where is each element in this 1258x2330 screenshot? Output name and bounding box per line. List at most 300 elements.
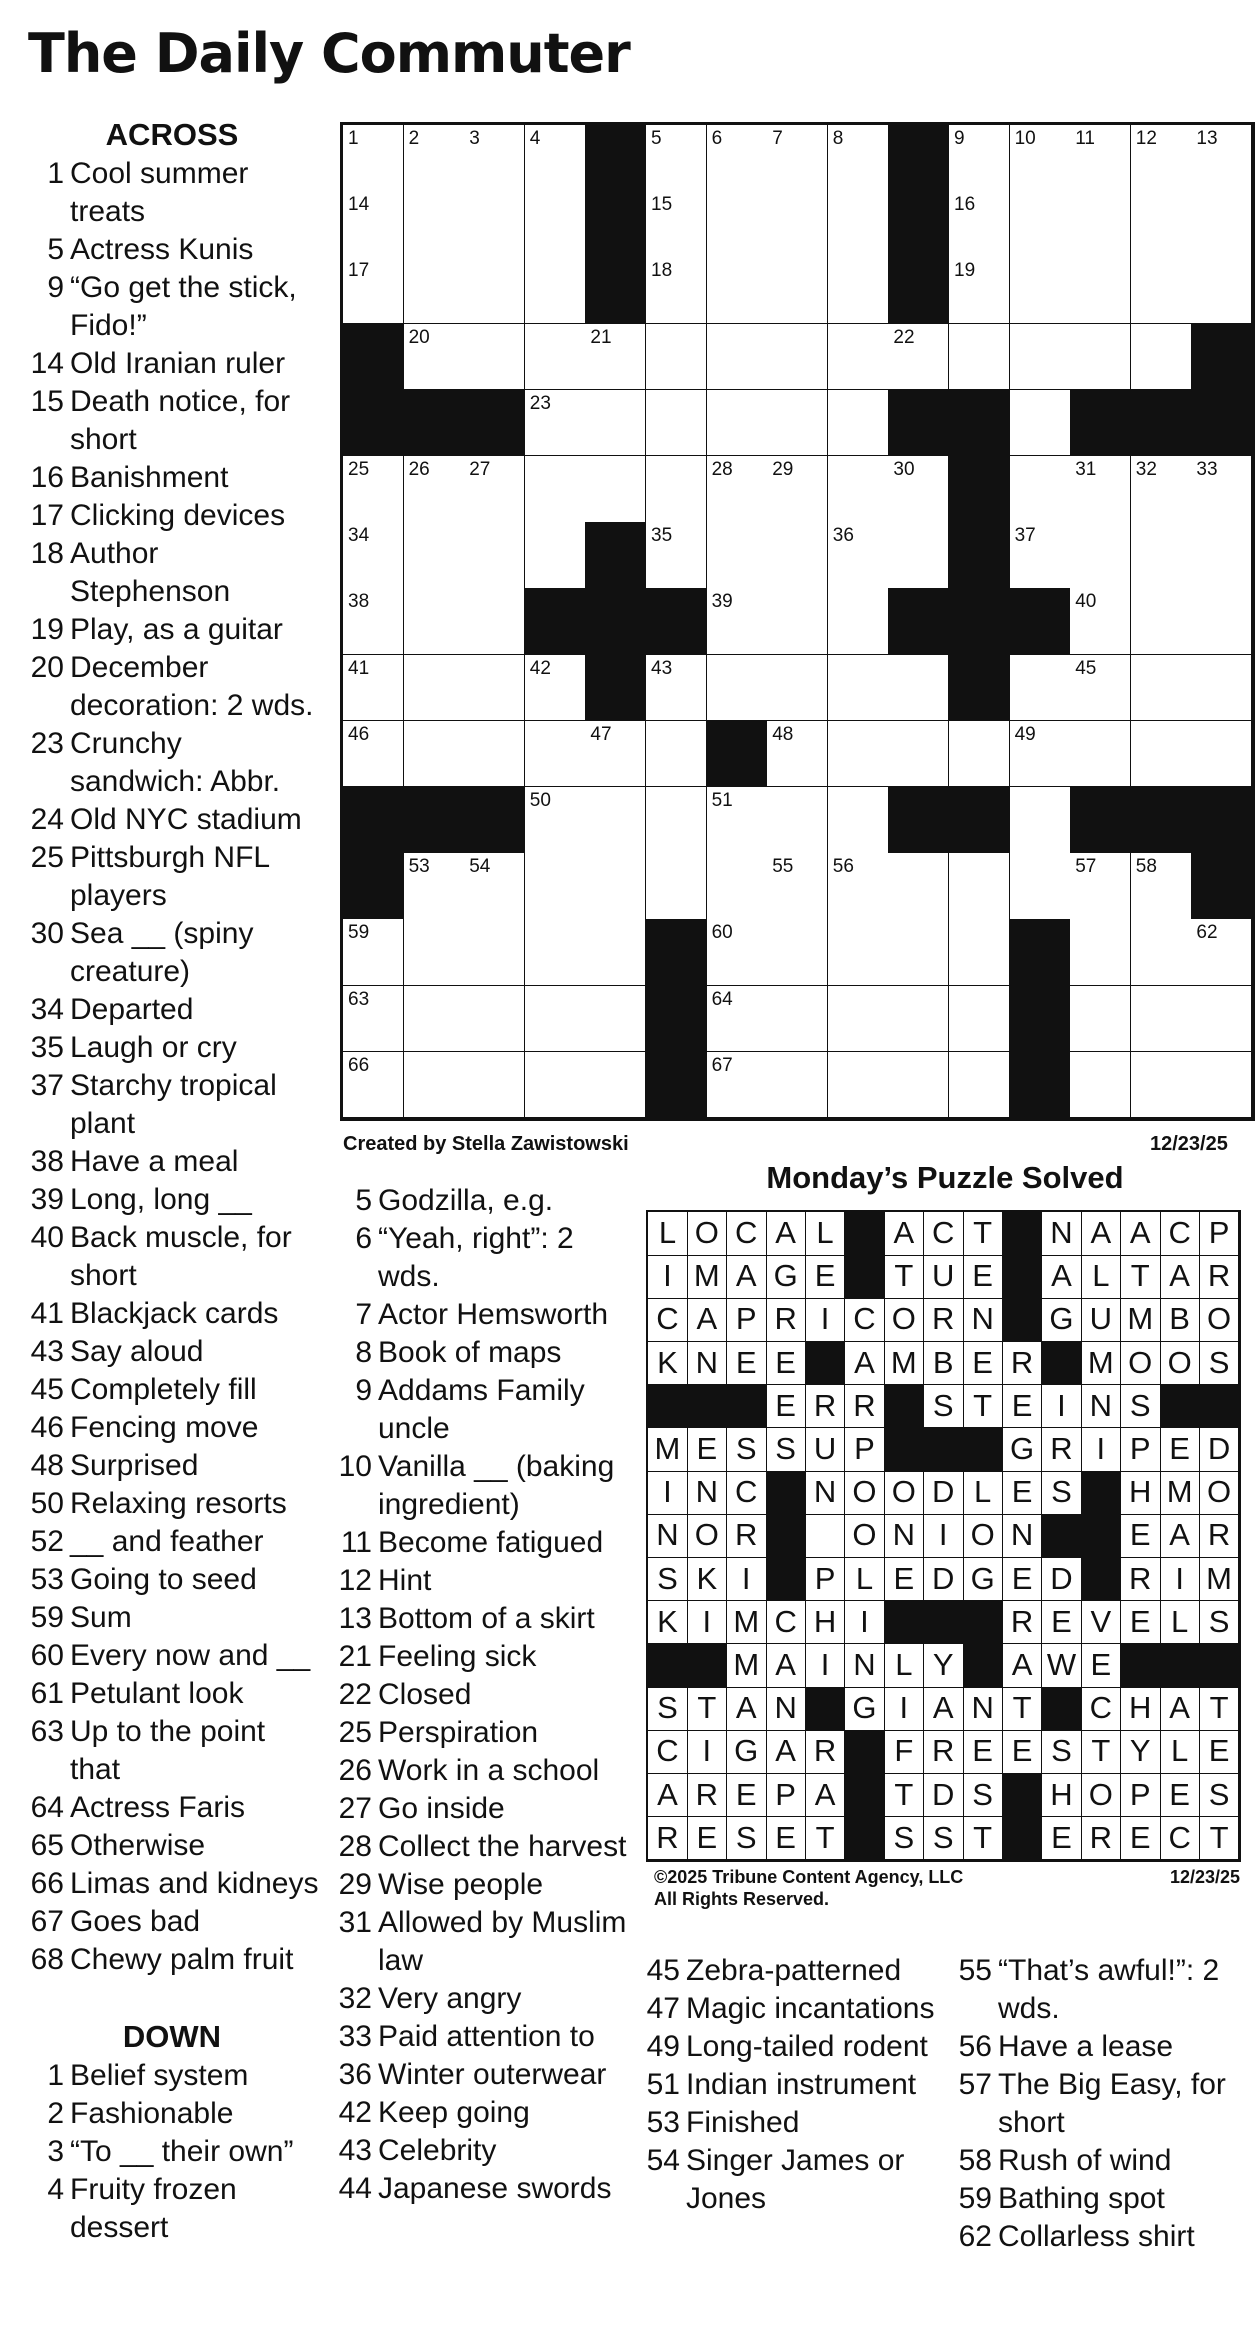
grid-cell[interactable] [888, 919, 949, 986]
solution-cell: R [806, 1385, 846, 1429]
clue-item [22, 535, 322, 611]
solution-cell: A [845, 1342, 885, 1386]
grid-cell[interactable] [949, 853, 1010, 920]
grid-cell[interactable] [707, 324, 768, 391]
clue-text: Collect the harvest [378, 1830, 627, 1863]
solution-black-square [648, 1644, 688, 1688]
clue-number: 21 [338, 1640, 372, 1673]
grid-cell[interactable] [343, 456, 404, 523]
grid-cell[interactable] [1131, 721, 1192, 788]
grid-cell[interactable] [464, 456, 525, 523]
grid-cell[interactable] [767, 787, 828, 854]
grid-cell[interactable] [525, 1052, 586, 1119]
grid-cell[interactable] [707, 787, 768, 854]
grid-cell[interactable] [404, 191, 465, 258]
grid-cell[interactable] [949, 191, 1010, 258]
clue-text: Death notice, for short [70, 385, 291, 456]
grid-cell[interactable] [888, 1052, 949, 1119]
grid-cell[interactable] [1191, 456, 1252, 523]
solution-cell: T [1003, 1687, 1043, 1731]
grid-cell[interactable] [767, 125, 828, 192]
clue-item [22, 1485, 322, 1523]
grid-cell[interactable] [1191, 655, 1252, 722]
grid-cell[interactable] [343, 721, 404, 788]
grid-cell[interactable] [464, 919, 525, 986]
clue-number: 62 [958, 2220, 992, 2253]
solution-cell: R [1003, 1342, 1043, 1386]
grid-cell[interactable] [404, 721, 465, 788]
solution-cell: N [1003, 1514, 1043, 1558]
solution-cell: M [648, 1428, 688, 1472]
puzzle-credit: Created by Stella Zawistowski [343, 1133, 629, 1155]
solution-cell: I [727, 1558, 767, 1602]
solution-cell: C [1081, 1687, 1121, 1731]
solution-cell: S [924, 1817, 964, 1861]
grid-cell[interactable] [828, 191, 889, 258]
solution-cell [806, 1514, 846, 1558]
grid-cell[interactable] [585, 390, 646, 457]
grid-cell[interactable] [464, 191, 525, 258]
grid-cell[interactable] [404, 655, 465, 722]
grid-cell[interactable] [1070, 655, 1131, 722]
solution-cell: P [1200, 1212, 1240, 1256]
grid-cell[interactable] [464, 986, 525, 1053]
solution-cell: A [766, 1730, 806, 1774]
black-square [646, 588, 707, 655]
grid-cell[interactable] [343, 522, 404, 589]
clue-item [22, 1637, 322, 1675]
grid-cell[interactable] [646, 324, 707, 391]
black-square [646, 986, 707, 1053]
grid-cell[interactable] [949, 257, 1010, 324]
solution-cell: L [884, 1644, 924, 1688]
solution-cell: S [1042, 1730, 1082, 1774]
grid-cell[interactable] [646, 390, 707, 457]
solution-black-square [963, 1428, 1003, 1472]
clue-text: Very angry [378, 1982, 522, 2015]
solution-cell: P [1121, 1428, 1161, 1472]
grid-cell[interactable] [707, 986, 768, 1053]
solution-cell: E [727, 1342, 767, 1386]
grid-cell[interactable] [585, 324, 646, 391]
grid-cell[interactable] [767, 588, 828, 655]
grid-cell[interactable] [1010, 655, 1071, 722]
grid-cell[interactable] [525, 257, 586, 324]
solution-cell: S [648, 1558, 688, 1602]
solution-black-square [963, 1601, 1003, 1645]
grid-cell[interactable] [343, 125, 404, 192]
solution-cell: N [687, 1471, 727, 1515]
grid-cell[interactable] [707, 588, 768, 655]
grid-cell[interactable] [1070, 853, 1131, 920]
grid-cell[interactable] [1191, 522, 1252, 589]
grid-cell[interactable] [707, 390, 768, 457]
clue-item [22, 649, 322, 725]
grid-cell[interactable] [949, 919, 1010, 986]
grid-cell[interactable] [585, 721, 646, 788]
cell-number: 40 [1075, 591, 1097, 613]
grid-cell[interactable] [888, 655, 949, 722]
solution-cell: R [687, 1774, 727, 1818]
solution-black-square [1200, 1385, 1240, 1429]
solution-cell: A [766, 1212, 806, 1256]
grid-cell[interactable] [888, 522, 949, 589]
clue-item [22, 839, 322, 915]
grid-cell[interactable] [646, 257, 707, 324]
grid-cell[interactable] [464, 721, 525, 788]
grid-cell[interactable] [828, 721, 889, 788]
grid-cell[interactable] [1191, 588, 1252, 655]
black-square [1191, 390, 1252, 457]
grid-cell[interactable] [343, 191, 404, 258]
grid-cell[interactable] [343, 257, 404, 324]
grid-cell[interactable] [707, 853, 768, 920]
clue-item [22, 2095, 322, 2133]
grid-cell[interactable] [1191, 1052, 1252, 1119]
grid-cell[interactable] [888, 456, 949, 523]
grid-cell[interactable] [707, 1052, 768, 1119]
grid-cell[interactable] [1070, 191, 1131, 258]
solution-cell: N [963, 1298, 1003, 1342]
grid-cell[interactable] [767, 853, 828, 920]
grid-cell[interactable] [1131, 853, 1192, 920]
grid-cell[interactable] [828, 588, 889, 655]
black-square [1070, 787, 1131, 854]
grid-cell[interactable] [1131, 456, 1192, 523]
cell-number: 17 [348, 260, 370, 282]
solution-cell: M [1081, 1342, 1121, 1386]
grid-cell[interactable] [1070, 324, 1131, 391]
grid-cell[interactable] [707, 522, 768, 589]
cell-number: 29 [772, 459, 794, 480]
solution-black-square [845, 1774, 885, 1818]
grid-cell[interactable] [828, 853, 889, 920]
solution-cell: A [766, 1644, 806, 1688]
grid-cell[interactable] [525, 390, 586, 457]
clue-text: Vanilla __ (baking ingredient) [378, 1450, 615, 1521]
clue-item [330, 1600, 630, 1638]
grid-cell[interactable] [646, 853, 707, 920]
clue-item [22, 1067, 322, 1143]
grid-cell[interactable] [464, 588, 525, 655]
clue-item [330, 1448, 630, 1524]
solution-black-square [884, 1601, 924, 1645]
grid-cell[interactable] [828, 324, 889, 391]
solution-cell: A [727, 1687, 767, 1731]
grid-cell[interactable] [525, 191, 586, 258]
grid-cell[interactable] [1010, 191, 1071, 258]
grid-cell[interactable] [1010, 522, 1071, 589]
grid-cell[interactable] [767, 456, 828, 523]
grid-cell[interactable] [888, 324, 949, 391]
grid-cell[interactable] [404, 257, 465, 324]
clue-text: December decoration: 2 wds. [70, 651, 314, 722]
solution-cell: N [806, 1471, 846, 1515]
black-square [464, 787, 525, 854]
grid-cell[interactable] [888, 986, 949, 1053]
grid-cell[interactable] [1191, 919, 1252, 986]
grid-cell[interactable] [707, 257, 768, 324]
grid-cell[interactable] [888, 721, 949, 788]
grid-cell[interactable] [828, 522, 889, 589]
grid-cell[interactable] [525, 125, 586, 192]
solution-black-square [806, 1687, 846, 1731]
grid-cell[interactable] [1010, 390, 1071, 457]
black-square [949, 390, 1010, 457]
grid-cell[interactable] [888, 853, 949, 920]
grid-cell[interactable] [404, 324, 465, 391]
grid-cell[interactable] [828, 655, 889, 722]
solution-cell: A [687, 1298, 727, 1342]
grid-cell[interactable] [1070, 986, 1131, 1053]
clue-number: 11 [340, 1526, 372, 1559]
grid-cell[interactable] [464, 125, 525, 192]
grid-cell[interactable] [585, 456, 646, 523]
grid-cell[interactable] [1131, 324, 1192, 391]
grid-cell[interactable] [404, 919, 465, 986]
grid-cell[interactable] [949, 986, 1010, 1053]
grid-cell[interactable] [585, 986, 646, 1053]
grid-cell[interactable] [949, 721, 1010, 788]
grid-cell[interactable] [646, 522, 707, 589]
grid-cell[interactable] [343, 655, 404, 722]
grid-cell[interactable] [585, 919, 646, 986]
grid-cell[interactable] [646, 787, 707, 854]
grid-cell[interactable] [646, 456, 707, 523]
clue-item [330, 1904, 630, 1980]
grid-cell[interactable] [646, 191, 707, 258]
solution-cell: O [963, 1514, 1003, 1558]
grid-cell[interactable] [646, 721, 707, 788]
solution-cell: O [687, 1212, 727, 1256]
grid-cell[interactable] [767, 191, 828, 258]
cell-number: 43 [651, 657, 673, 679]
grid-cell[interactable] [525, 655, 586, 722]
grid-cell[interactable] [464, 655, 525, 722]
grid-cell[interactable] [464, 1052, 525, 1119]
grid-cell[interactable] [1010, 853, 1071, 920]
grid-cell[interactable] [828, 1052, 889, 1119]
grid-cell[interactable] [1010, 257, 1071, 324]
solution-black-square [727, 1385, 767, 1429]
clue-item [22, 345, 322, 383]
clue-number: 63 [30, 1715, 64, 1748]
grid-cell[interactable] [525, 721, 586, 788]
clue-number: 2 [47, 2097, 64, 2130]
solution-cell: I [806, 1298, 846, 1342]
clue-number: 50 [30, 1487, 64, 1520]
grid-cell[interactable] [949, 1052, 1010, 1119]
clue-number: 52 [30, 1525, 64, 1558]
clue-text: Actress Faris [70, 1791, 246, 1824]
grid-cell[interactable] [707, 125, 768, 192]
grid-cell[interactable] [525, 986, 586, 1053]
solution-black-square [1081, 1471, 1121, 1515]
solution-cell: E [1042, 1601, 1082, 1645]
cell-number: 63 [348, 988, 370, 1010]
grid-cell[interactable] [1131, 191, 1192, 258]
cell-number: 9 [954, 128, 965, 149]
clue-number: 32 [338, 1982, 372, 2015]
grid-cell[interactable] [404, 522, 465, 589]
grid-cell[interactable] [585, 1052, 646, 1119]
solution-cell: R [1003, 1601, 1043, 1645]
cell-number: 32 [1135, 459, 1157, 480]
clue-item [22, 1827, 322, 1865]
grid-cell[interactable] [1070, 721, 1131, 788]
grid-cell[interactable] [343, 986, 404, 1053]
grid-cell[interactable] [404, 456, 465, 523]
grid-cell[interactable] [767, 721, 828, 788]
grid-cell[interactable] [767, 655, 828, 722]
clue-number: 45 [646, 1954, 680, 1987]
grid-cell[interactable] [707, 456, 768, 523]
clue-item [22, 383, 322, 459]
grid-cell[interactable] [828, 986, 889, 1053]
cell-number: 27 [469, 459, 491, 480]
grid-cell[interactable] [1131, 522, 1192, 589]
clue-item [330, 1296, 630, 1334]
black-square [343, 787, 404, 854]
grid-cell[interactable] [1131, 1052, 1192, 1119]
cell-number: 14 [348, 194, 370, 216]
grid-cell[interactable] [767, 986, 828, 1053]
clue-item [22, 1903, 322, 1941]
solution-cell: P [766, 1774, 806, 1818]
grid-cell[interactable] [1191, 721, 1252, 788]
grid-cell[interactable] [767, 257, 828, 324]
clue-number: 34 [30, 993, 64, 1026]
clue-number: 56 [958, 2030, 992, 2063]
solution-cell: I [884, 1687, 924, 1731]
clue-item [22, 1713, 322, 1789]
solution-cell: E [687, 1428, 727, 1472]
grid-cell[interactable] [707, 919, 768, 986]
black-square [1131, 787, 1192, 854]
grid-cell[interactable] [828, 456, 889, 523]
grid-cell[interactable] [1131, 588, 1192, 655]
grid-cell[interactable] [525, 456, 586, 523]
grid-cell[interactable] [585, 853, 646, 920]
grid-cell[interactable] [1070, 257, 1131, 324]
grid-cell[interactable] [343, 919, 404, 986]
solution-cell: U [1081, 1298, 1121, 1342]
grid-cell[interactable] [828, 787, 889, 854]
grid-cell[interactable] [1070, 919, 1131, 986]
cell-number: 11 [1075, 128, 1095, 149]
grid-cell[interactable] [1191, 257, 1252, 324]
clue-number: 18 [30, 537, 64, 570]
grid-cell[interactable] [1010, 787, 1071, 854]
grid-cell[interactable] [525, 787, 586, 854]
grid-cell[interactable] [525, 324, 586, 391]
clue-text: Departed [70, 993, 194, 1026]
grid-cell[interactable] [1131, 919, 1192, 986]
clue-text: Blackjack cards [70, 1297, 279, 1330]
grid-cell[interactable] [1070, 522, 1131, 589]
grid-cell[interactable] [343, 1052, 404, 1119]
clue-number: 41 [30, 1297, 64, 1330]
solution-cell: D [924, 1558, 964, 1602]
grid-cell[interactable] [404, 588, 465, 655]
grid-cell[interactable] [585, 787, 646, 854]
grid-cell[interactable] [1131, 655, 1192, 722]
grid-cell[interactable] [1131, 257, 1192, 324]
grid-cell[interactable] [767, 1052, 828, 1119]
clue-item [640, 2104, 940, 2142]
puzzle-date: 12/23/25 [1150, 1133, 1228, 1155]
clue-item [22, 1941, 322, 1979]
grid-cell[interactable] [1010, 324, 1071, 391]
cell-number: 7 [772, 128, 783, 149]
grid-cell[interactable] [767, 324, 828, 391]
clue-text: Clicking devices [70, 499, 286, 532]
grid-cell[interactable] [464, 324, 525, 391]
solution-cell: R [766, 1298, 806, 1342]
grid-cell[interactable] [404, 1052, 465, 1119]
clue-text: Allowed by Muslim law [378, 1906, 627, 1977]
grid-cell[interactable] [1070, 588, 1131, 655]
cell-number: 34 [348, 525, 370, 547]
grid-cell[interactable] [1070, 125, 1131, 192]
grid-cell[interactable] [343, 588, 404, 655]
grid-cell[interactable] [1131, 986, 1192, 1053]
grid-cell[interactable] [1131, 125, 1192, 192]
grid-cell[interactable] [646, 655, 707, 722]
grid-cell[interactable] [1010, 456, 1071, 523]
grid-cell[interactable] [646, 125, 707, 192]
grid-cell[interactable] [949, 324, 1010, 391]
grid-cell[interactable] [767, 390, 828, 457]
solution-cell: E [687, 1817, 727, 1861]
grid-cell[interactable] [404, 125, 465, 192]
grid-cell[interactable] [1191, 986, 1252, 1053]
solution-cell: R [648, 1817, 688, 1861]
grid-cell[interactable] [828, 125, 889, 192]
grid-cell[interactable] [464, 853, 525, 920]
clue-number: 19 [30, 613, 64, 646]
grid-cell[interactable] [404, 986, 465, 1053]
black-square [585, 191, 646, 258]
grid-cell[interactable] [767, 919, 828, 986]
grid-cell[interactable] [949, 125, 1010, 192]
grid-cell[interactable] [525, 919, 586, 986]
grid-cell[interactable] [1191, 125, 1252, 192]
grid-cell[interactable] [1070, 456, 1131, 523]
cell-number: 31 [1075, 459, 1097, 480]
grid-cell[interactable] [1191, 191, 1252, 258]
grid-cell[interactable] [404, 853, 465, 920]
grid-cell[interactable] [1010, 721, 1071, 788]
grid-cell[interactable] [828, 257, 889, 324]
grid-cell[interactable] [828, 390, 889, 457]
clue-item [22, 1447, 322, 1485]
grid-cell[interactable] [707, 655, 768, 722]
clue-number: 51 [646, 2068, 680, 2101]
black-square [888, 257, 949, 324]
grid-cell[interactable] [1010, 125, 1071, 192]
grid-cell[interactable] [767, 522, 828, 589]
grid-cell[interactable] [464, 257, 525, 324]
grid-cell[interactable] [1070, 1052, 1131, 1119]
grid-cell[interactable] [464, 522, 525, 589]
clue-text: Feeling sick [378, 1640, 537, 1673]
grid-cell[interactable] [828, 919, 889, 986]
grid-cell[interactable] [525, 853, 586, 920]
cell-number: 33 [1196, 459, 1218, 480]
grid-cell[interactable] [525, 522, 586, 589]
grid-cell[interactable] [707, 191, 768, 258]
